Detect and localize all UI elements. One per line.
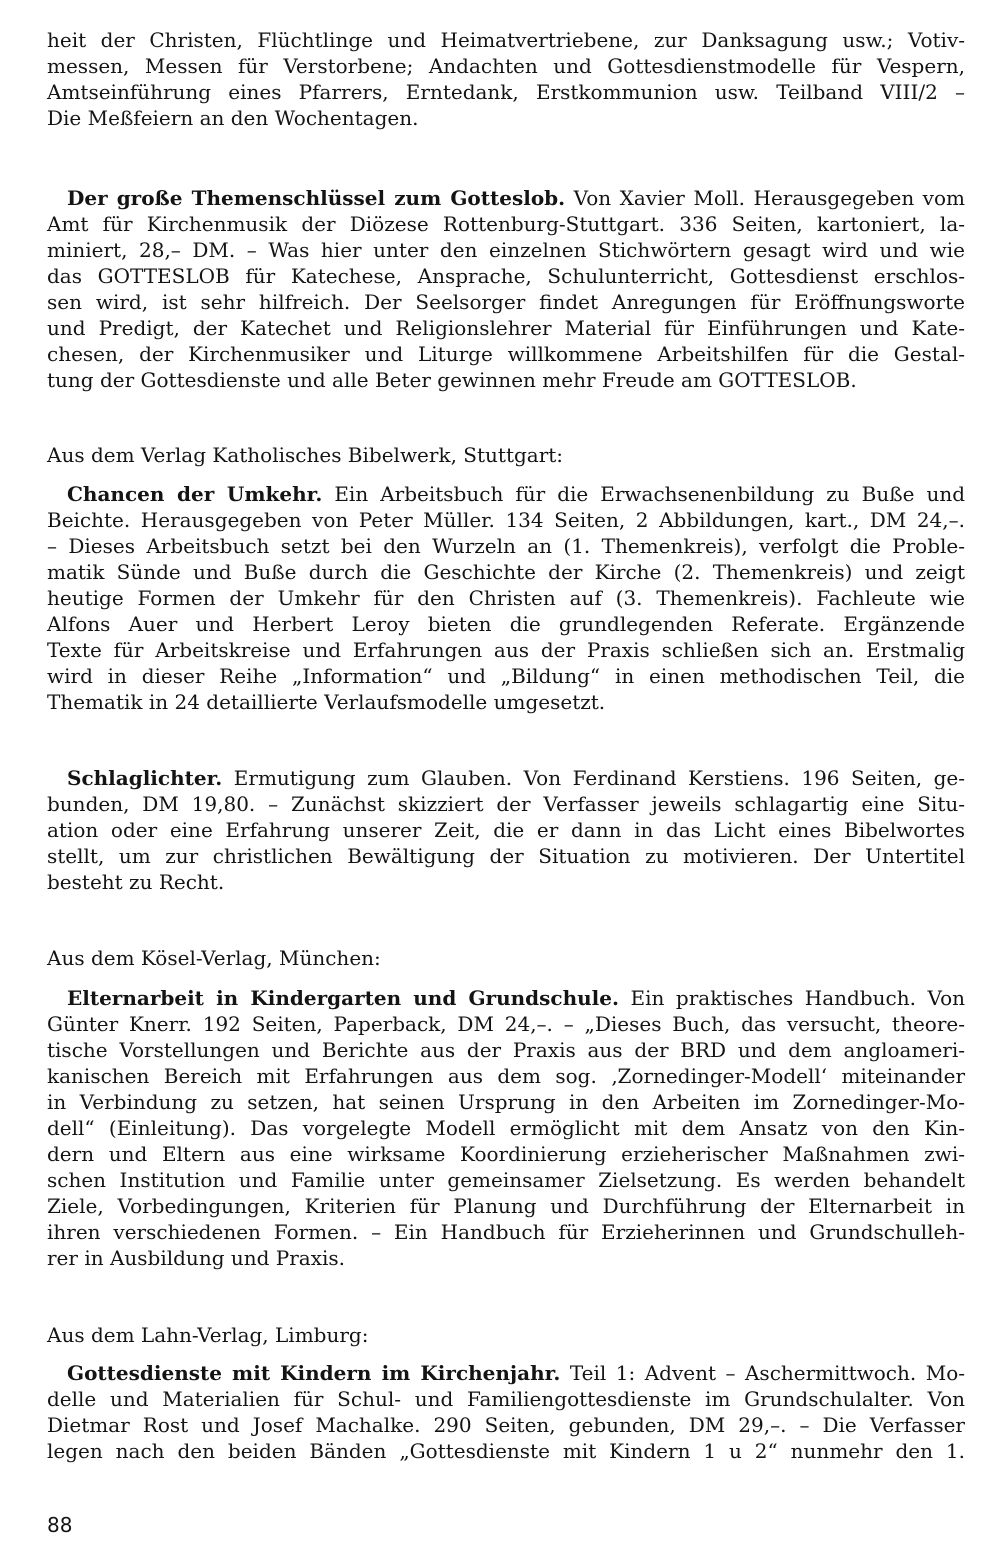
text-line: Ermutigung zum Glauben. Von Ferdinand Kerstiens. 196 Seiten, ge- [233, 766, 966, 790]
text-line: Amtseinführung eines Pfarrers, Erntedank, Erstkommunion usw. Teilband VIII/2 – [47, 80, 965, 104]
text-line: heutige Formen der Umkehr für den Christen auf (3. Themenkreis). Fachleute wie [47, 586, 965, 610]
text-line: und Predigt, der Katechet und Religionslehrer Material für Einführungen und Kate- [47, 316, 965, 340]
text-line: messen, Messen für Verstorbene; Andachten und Gottesdienstmodelle für Vespern, [47, 54, 965, 78]
text-line: Thematik in 24 detaillierte Verlaufsmodelle umgesetzt. [47, 690, 606, 714]
entry-gottesdienste [47, 1360, 965, 1464]
text-line: stellt, um zur christlichen Bewältigung der Situation zu motivieren. Der Untertitel [47, 844, 965, 868]
text-line: miniert, 28,– DM. – Was hier unter den einzelnen Stichwörtern gesagt wird und wie [47, 238, 965, 262]
text-line: delle und Materialien für Schul- und Familiengottesdienste im Grundschulalter. Von [47, 1387, 965, 1411]
entry-schlaglichter [47, 765, 965, 895]
text-line: Ziele, Vorbedingungen, Kriterien für Planung und Durchführung der Elternarbeit in [47, 1194, 965, 1218]
entry-title: Elternarbeit in Kindergarten und Grundschule. [67, 986, 619, 1010]
text-line: dern und Eltern aus eine wirksame Koordinierung erzieherischer Maßnahmen zwi- [47, 1142, 965, 1166]
text-line: Ein Arbeitsbuch für die Erwachsenenbildung zu Buße und [334, 482, 966, 506]
entry-title: Der große Themenschlüssel zum Gotteslob. [67, 186, 566, 210]
text-line: heit der Christen, Flüchtlinge und Heimatvertriebene, zur Danksagung usw.; Votiv- [47, 28, 965, 52]
entry-chancen [47, 481, 965, 715]
text-line: schen Institution und Familie unter gemeinsamer Zielsetzung. Es werden behandelt [47, 1168, 965, 1192]
entry-title: Gottesdienste mit Kindern im Kirchenjahr. [67, 1361, 561, 1385]
entry-first-line [47, 765, 965, 791]
publisher-heading-koesel [47, 945, 965, 971]
text-line: Dietmar Rost und Josef Machalke. 290 Seiten, gebunden, DM 29,–. – Die Verfasser [47, 1413, 965, 1437]
text-line: dell“ (Einleitung). Das vorgelegte Modell ermöglicht mit dem Ansatz von den Kin- [47, 1116, 965, 1140]
entry-first-line [47, 481, 965, 507]
text-line: kanischen Bereich mit Erfahrungen aus dem sog. ‚Zornedinger-Modell‘ miteinander [47, 1064, 965, 1088]
text-line: legen nach den beiden Bänden „Gottesdienste mit Kindern 1 u 2“ nunmehr den 1. [47, 1439, 965, 1463]
text-line: in Verbindung zu setzen, hat seinen Ursprung in den Arbeiten im Zornedinger-Mo- [47, 1090, 965, 1114]
intro-paragraph [47, 27, 965, 131]
text-line: Teil 1: Advent – Aschermittwoch. Mo- [569, 1361, 965, 1385]
text-line: bunden, DM 19,80. – Zunächst skizziert der Verfasser jeweils schlagartig eine Situ- [47, 792, 965, 816]
text-line: ihren verschiedenen Formen. – Ein Handbuch für Erzieherinnen und Grundschulleh- [47, 1220, 965, 1244]
text-line: wird in dieser Reihe „Information“ und „Bildung“ in einen methodischen Teil, die [47, 664, 965, 688]
text-line: Ein praktisches Handbuch. Von [630, 986, 966, 1010]
publisher-heading: Aus dem Verlag Katholisches Bibelwerk, Stuttgart: [47, 443, 564, 467]
text-line: besteht zu Recht. [47, 870, 225, 894]
text-line: – Dieses Arbeitsbuch setzt bei den Wurzeln an (1. Themenkreis), verfolgt die Proble- [47, 534, 965, 558]
entry-first-line [47, 1360, 965, 1386]
publisher-heading-bibelwerk [47, 442, 965, 468]
text-line: das GOTTESLOB für Katechese, Ansprache, Schulunterricht, Gottesdienst erschlos- [47, 264, 965, 288]
text-line: Beichte. Herausgegeben von Peter Müller. 134 Seiten, 2 Abbildungen, kart., DM 24,–. [47, 508, 965, 532]
text-line: Amt für Kirchenmusik der Diözese Rottenburg-Stuttgart. 336 Seiten, kartoniert, la- [47, 212, 965, 236]
text-line: Alfons Auer und Herbert Leroy bieten die grundlegenden Referate. Ergänzende [47, 612, 965, 636]
text-line: chesen, der Kirchenmusiker und Liturge willkommene Arbeitshilfen für die Gestal- [47, 342, 965, 366]
text-line: Die Meßfeiern an den Wochentagen. [47, 106, 419, 130]
entry-first-line [47, 185, 965, 211]
text-line: Günter Knerr. 192 Seiten, Paperback, DM 24,–. – „Dieses Buch, das versucht, theore- [47, 1012, 965, 1036]
text-line: tung der Gottesdienste und alle Beter gewinnen mehr Freude am GOTTESLOB. [47, 368, 857, 392]
entry-title: Chancen der Umkehr. [67, 482, 323, 506]
text-line: Texte für Arbeitskreise und Erfahrungen aus der Praxis schließen sich an. Erstmalig [47, 638, 965, 662]
text-line: rer in Ausbildung und Praxis. [47, 1246, 346, 1270]
text-line: ation oder eine Erfahrung unserer Zeit, die er dann in das Licht eines Bibelwortes [47, 818, 965, 842]
entry-first-line [47, 985, 965, 1011]
publisher-heading: Aus dem Kösel-Verlag, München: [47, 946, 381, 970]
publisher-heading: Aus dem Lahn-Verlag, Limburg: [47, 1323, 369, 1347]
publisher-heading-lahn [47, 1322, 965, 1348]
text-line: tische Vorstellungen und Berichte aus der Praxis aus der BRD und dem angloameri- [47, 1038, 965, 1062]
page-number: 88 [47, 1513, 73, 1537]
entry-elternarbeit [47, 985, 965, 1271]
text-line: sen wird, ist sehr hilfreich. Der Seelsorger findet Anregungen für Eröffnungsworte [47, 290, 965, 314]
text-line: Von Xavier Moll. Herausgegeben vom [573, 186, 965, 210]
entry-title: Schlaglichter. [67, 766, 223, 790]
entry-themenschluessel [47, 185, 965, 393]
text-line: matik Sünde und Buße durch die Geschichte der Kirche (2. Themenkreis) und zeigt [47, 560, 965, 584]
